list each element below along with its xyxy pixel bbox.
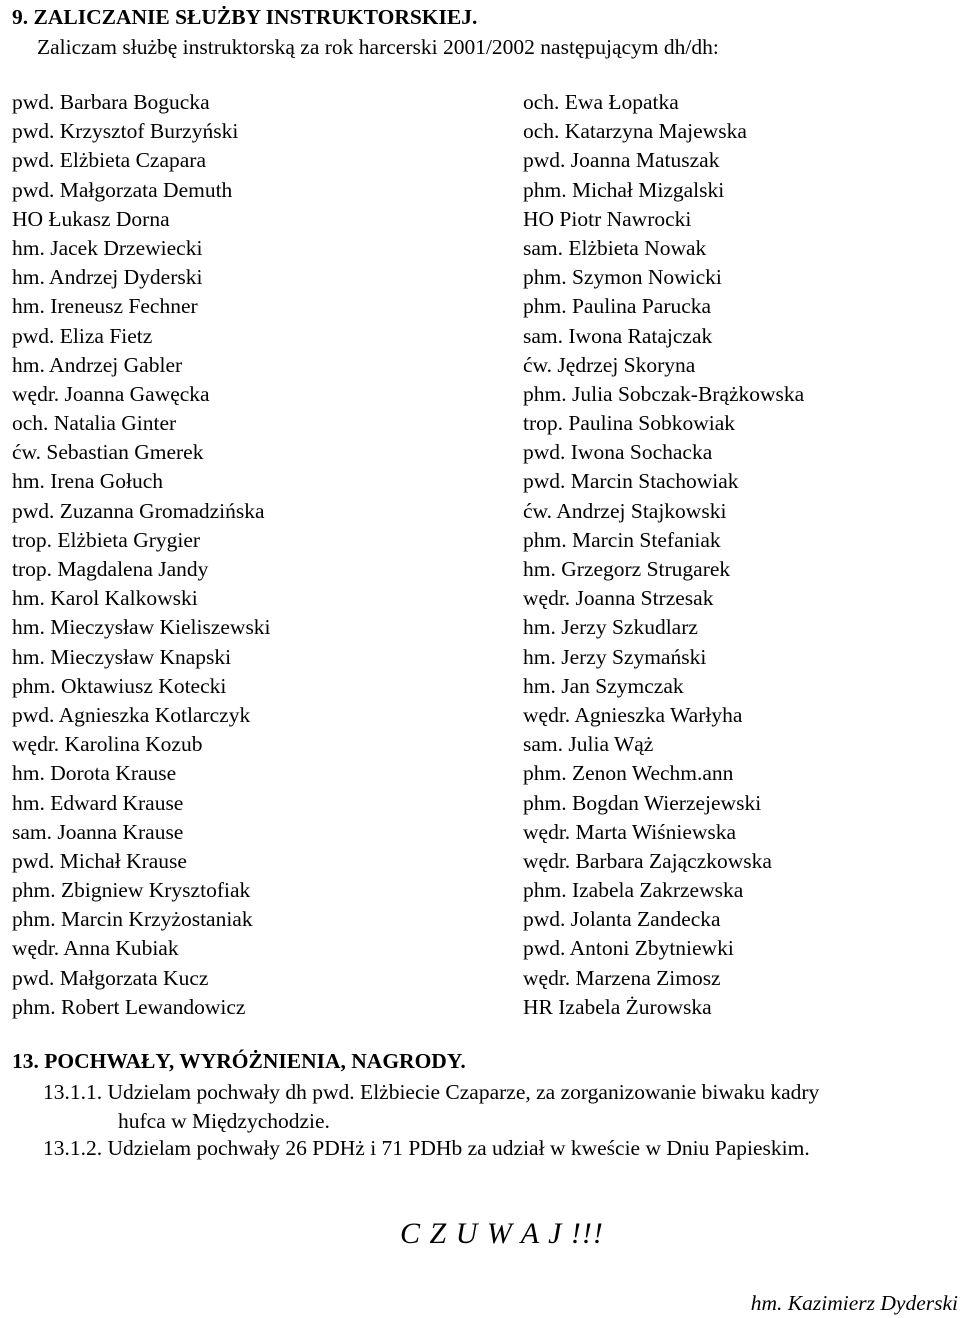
name-entry: pwd. Eliza Fietz	[12, 323, 153, 348]
name-entry: och. Natalia Ginter	[12, 411, 177, 436]
name-entry: HR Izabela Żurowska	[523, 994, 712, 1019]
name-entry: wędr. Marzena Zimosz	[523, 965, 721, 990]
name-entry: ćw. Andrzej Stajkowski	[523, 498, 727, 523]
name-entry: hm. Grzegorz Strugarek	[523, 557, 731, 581]
name-entry: phm. Paulina Parucka	[523, 294, 712, 319]
section-13-heading: 13. POCHWAŁY, WYRÓŻNIENIA, NAGRODY.	[12, 1049, 466, 1073]
name-entry: hm. Jerzy Szkudlarz	[523, 615, 698, 640]
name-entry: phm. Marcin Stefaniak	[523, 527, 721, 552]
name-entry: hm. Jacek Drzewiecki	[12, 235, 203, 260]
section-9-heading: 9. ZALICZANIE SŁUŻBY INSTRUKTORSKIEJ.	[12, 5, 478, 29]
name-entry: pwd. Małgorzata Demuth	[12, 177, 233, 202]
name-entry: phm. Julia Sobczak-Brążkowska	[523, 381, 805, 406]
name-entry: och. Katarzyna Majewska	[523, 119, 747, 144]
name-entry: pwd. Michał Krause	[12, 848, 187, 873]
name-entry: pwd. Krzysztof Burzyński	[12, 119, 239, 144]
name-entry: pwd. Antoni Zbytniewki	[523, 936, 734, 961]
name-entry: hm. Edward Krause	[12, 790, 184, 815]
name-entry: trop. Magdalena Jandy	[12, 557, 209, 581]
name-entry: wędr. Barbara Zajączkowska	[523, 848, 772, 873]
names-column-left	[12, 88, 271, 1022]
name-entry: hm. Irena Gołuch	[12, 469, 164, 494]
name-entry: och. Ewa Łopatka	[523, 90, 679, 114]
name-entry: pwd. Małgorzata Kucz	[12, 965, 209, 990]
name-entry: sam. Elżbieta Nowak	[523, 235, 707, 260]
name-entry: wędr. Joanna Gawęcka	[12, 381, 210, 406]
name-entry: ćw. Sebastian Gmerek	[12, 440, 204, 465]
name-entry: wędr. Anna Kubiak	[12, 936, 179, 961]
names-column-right	[523, 88, 804, 1022]
name-entry: hm. Karol Kalkowski	[12, 586, 198, 611]
name-entry: pwd. Joanna Matuszak	[523, 148, 720, 173]
name-entry: pwd. Marcin Stachowiak	[523, 469, 739, 494]
signature: hm. Kazimierz Dyderski	[750, 1291, 958, 1315]
name-entry: pwd. Agnieszka Kotlarczyk	[12, 702, 251, 727]
name-entry: sam. Julia Wąż	[523, 732, 654, 757]
name-entry: hm. Jerzy Szymański	[523, 644, 707, 669]
name-entry: wędr. Joanna Strzesak	[523, 586, 714, 611]
name-entry: hm. Dorota Krause	[12, 761, 177, 786]
name-entry: phm. Bogdan Wierzejewski	[523, 790, 762, 815]
name-entry: hm. Mieczysław Knapski	[12, 644, 232, 669]
name-entry: sam. Joanna Krause	[12, 819, 184, 844]
name-entry: phm. Zbigniew Krysztofiak	[12, 878, 251, 903]
name-entry: hm. Mieczysław Kieliszewski	[12, 615, 271, 640]
commendation-1-line-1: 13.1.1. Udzielam pochwały dh pwd. Elżbiecie Czaparze, za zorganizowanie biwaku kadry	[43, 1080, 820, 1104]
name-entry: hm. Andrzej Gabler	[12, 352, 183, 377]
name-entry: wędr. Karolina Kozub	[12, 732, 203, 757]
name-entry: phm. Zenon Wechm.ann	[523, 761, 734, 786]
name-entry: phm. Szymon Nowicki	[523, 265, 722, 290]
commendation-2: 13.1.2. Udzielam pochwały 26 PDHż i 71 PDHb za udział w kweście w Dniu Papieskim.	[43, 1136, 810, 1160]
name-entry: phm. Robert Lewandowicz	[12, 994, 246, 1019]
name-entry: pwd. Elżbieta Czapara	[12, 148, 207, 173]
name-entry: phm. Izabela Zakrzewska	[523, 878, 744, 903]
name-entry: pwd. Jolanta Zandecka	[523, 907, 721, 932]
name-entry: phm. Oktawiusz Kotecki	[12, 673, 227, 698]
name-entry: trop. Elżbieta Grygier	[12, 527, 201, 552]
name-entry: sam. Iwona Ratajczak	[523, 323, 713, 348]
name-entry: phm. Marcin Krzyżostaniak	[12, 907, 253, 932]
section-9-intro: Zaliczam służbę instruktorską za rok harcerski 2001/2002 następującym dh/dh:	[37, 35, 719, 59]
closing-salute: C Z U W A J !!!	[400, 1217, 604, 1250]
name-entry: hm. Jan Szymczak	[523, 673, 684, 698]
name-entry: hm. Andrzej Dyderski	[12, 265, 203, 290]
name-entry: pwd. Iwona Sochacka	[523, 440, 713, 465]
name-entry: pwd. Zuzanna Gromadzińska	[12, 498, 265, 523]
name-entry: trop. Paulina Sobkowiak	[523, 411, 735, 436]
name-entry: wędr. Marta Wiśniewska	[523, 819, 737, 844]
name-entry: ćw. Jędrzej Skoryna	[523, 352, 696, 377]
name-entry: pwd. Barbara Bogucka	[12, 90, 210, 114]
commendation-1-line-2: hufca w Międzychodzie.	[118, 1109, 330, 1133]
name-entry: HO Piotr Nawrocki	[523, 206, 692, 231]
name-entry: phm. Michał Mizgalski	[523, 177, 725, 202]
name-entry: HO Łukasz Dorna	[12, 206, 170, 231]
name-entry: wędr. Agnieszka Warłyha	[523, 702, 743, 727]
name-entry: hm. Ireneusz Fechner	[12, 294, 198, 319]
